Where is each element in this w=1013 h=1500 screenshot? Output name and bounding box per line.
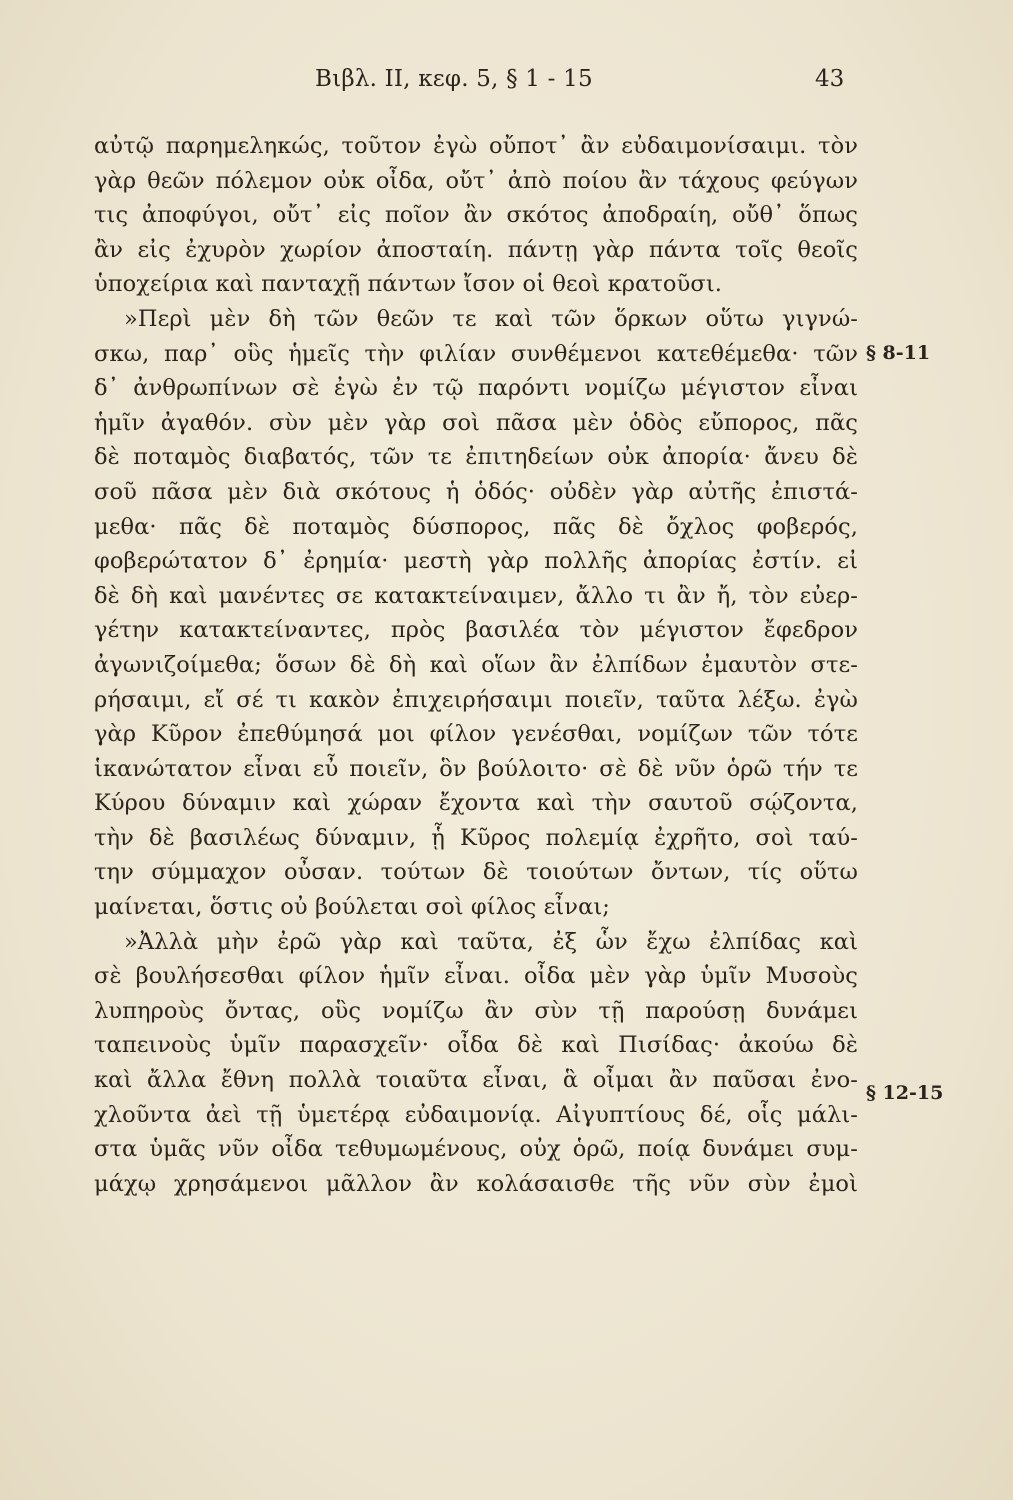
- text-line: ἡμῖν ἀγαθόν. σὺν μὲν γὰρ σοὶ πᾶσα μὲν ὁδὸς εὔπορος, πᾶς: [94, 409, 858, 436]
- text-line: καὶ ἄλλα ἔθνη πολλὰ τοιαῦτα εἶναι, ἃ οἶμαι ἂν παῦσαι ἐνο-: [94, 1067, 858, 1094]
- text-line: αὐτῷ παρημεληκώς, τοῦτον ἐγὼ οὔποτ᾽ ἂν εὐδαιμονίσαιμι. τὸν: [94, 133, 858, 159]
- margin-section-note: § 8-11: [866, 342, 931, 364]
- text-line: ἂν εἰς ἐχυρὸν χωρίον ἀποσταίη. πάντῃ γὰρ πάντα τοῖς θεοῖς: [94, 236, 858, 263]
- text-line: ὑποχείρια καὶ πανταχῇ πάντων ἴσον οἱ θεοὶ κρατοῦσι.: [94, 271, 722, 298]
- text-line: γὰρ Κῦρον ἐπεθύμησά μοι φίλον γενέσθαι, νομίζων τῶν τότε: [94, 721, 858, 748]
- text-line: ἱκανώτατον εἶναι εὖ ποιεῖν, ὃν βούλοιτο· σὲ δὲ νῦν ὁρῶ τήν τε: [94, 755, 858, 782]
- text-line: φοβερώτατον δ᾽ ἐρημία· μεστὴ γὰρ πολλῆς ἀπορίας ἐστίν. εἰ: [94, 548, 858, 575]
- text-line: την σύμμαχον οὖσαν. τούτων δὲ τοιούτων ὄντων, τίς οὕτω: [94, 859, 858, 886]
- text-line: χλοῦντα ἀεὶ τῇ ὑμετέρᾳ εὐδαιμονίᾳ. Αἰγυπτίους δέ, οἷς μάλι-: [94, 1101, 858, 1128]
- text-line: στα ὑμᾶς νῦν οἶδα τεθυμωμένους, οὐχ ὁρῶ, ποίᾳ δυνάμει συμ-: [94, 1136, 858, 1163]
- text-line: μεθα· πᾶς δὲ ποταμὸς δύσπορος, πᾶς δὲ ὄχλος φοβερός,: [94, 513, 858, 540]
- text-line: σοῦ πᾶσα μὲν διὰ σκότους ἡ ὁδός· οὐδὲν γὰρ αὐτῆς ἐπιστά-: [94, 478, 858, 505]
- text-line: σκω, παρ᾽ οὓς ἡμεῖς τὴν φιλίαν συνθέμενοι κατεθέμεθα· τῶν: [94, 340, 858, 367]
- text-line: »Ἀλλὰ μὴν ἐρῶ γὰρ καὶ ταῦτα, ἐξ ὧν ἔχω ἐλπίδας καὶ: [124, 928, 858, 955]
- body-text: [94, 129, 858, 1201]
- text-line: ἀγωνιζοίμεθα; ὅσων δὲ δὴ καὶ οἵων ἂν ἐλπίδων ἐμαυτὸν στε-: [94, 651, 858, 678]
- running-head: [0, 66, 1013, 106]
- text-line: λυπηροὺς ὄντας, οὓς νομίζω ἂν σὺν τῇ παρούσῃ δυνάμει: [94, 997, 858, 1024]
- text-line: μαίνεται, ὅστις οὐ βούλεται σοὶ φίλος εἶναι;: [94, 894, 610, 921]
- text-line: ρήσαιμι, εἴ σέ τι κακὸν ἐπιχειρήσαιμι ποιεῖν, ταῦτα λέξω. ἐγὼ: [94, 686, 858, 713]
- text-line: »Περὶ μὲν δὴ τῶν θεῶν τε καὶ τῶν ὅρκων οὕτω γιγνώ-: [124, 305, 858, 332]
- text-line: δὲ ποταμὸς διαβατός, τῶν τε ἐπιτηδείων οὐκ ἀπορία· ἄνευ δὲ: [94, 444, 858, 471]
- text-line: γέτην κατακτείναντες, πρὸς βασιλέα τὸν μέγιστον ἔφεδρον: [94, 617, 858, 644]
- text-line: δ᾽ ἀνθρωπίνων σὲ ἐγὼ ἐν τῷ παρόντι νομίζω μέγιστον εἶναι: [94, 375, 858, 402]
- text-line: ταπεινοὺς ὑμῖν παρασχεῖν· οἶδα δὲ καὶ Πισίδας· ἀκούω δὲ: [94, 1032, 858, 1059]
- text-line: γὰρ θεῶν πόλεμον οὐκ οἶδα, οὔτ᾽ ἀπὸ ποίου ἂν τάχους φεύγων: [94, 167, 858, 194]
- running-title: Βιβλ. II, κεφ. 5, § 1 - 15: [315, 66, 593, 92]
- text-line: Κύρου δύναμιν καὶ χώραν ἔχοντα καὶ τὴν σαυτοῦ σῴζοντα,: [94, 790, 858, 817]
- page-number: 43: [815, 66, 845, 92]
- text-line: δὲ δὴ καὶ μανέντες σε κατακτείναιμεν, ἄλλο τι ἂν ἤ, τὸν εὐερ-: [94, 582, 858, 609]
- text-line: μάχῳ χρησάμενοι μᾶλλον ἂν κολάσαισθε τῆς νῦν σὺν ἐμοὶ: [94, 1170, 858, 1197]
- text-line: τις ἀποφύγοι, οὔτ᾽ εἰς ποῖον ἂν σκότος ἀποδραίη, οὔθ᾽ ὅπως: [94, 202, 858, 229]
- margin-section-note: § 12-15: [866, 1082, 944, 1104]
- text-line: σὲ βουλήσεσθαι φίλον ἡμῖν εἶναι. οἶδα μὲν γὰρ ὑμῖν Μυσοὺς: [94, 963, 858, 990]
- text-line: τὴν δὲ βασιλέως δύναμιν, ᾗ Κῦρος πολεμίᾳ ἐχρῆτο, σοὶ ταύ-: [94, 824, 858, 851]
